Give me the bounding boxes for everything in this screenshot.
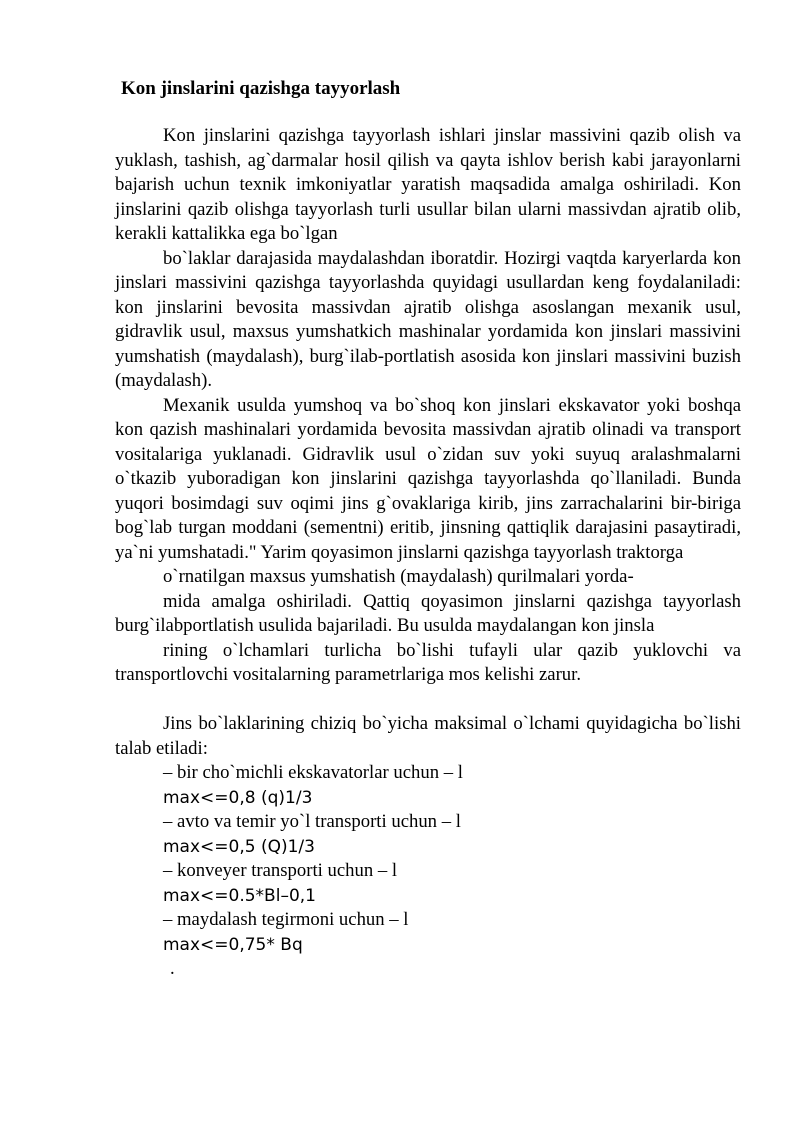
list-item-mill: – maydalash tegirmoni uchun – l	[163, 909, 409, 930]
list-item-auto-rail: – avto va temir yo`l transporti uchun – l	[163, 811, 461, 832]
paragraph-6: rining o`lchamlari turlicha bo`lishi tufayli ular qazib yuklovchi va transportlovchi vositalarning parametrlariga mos kelishi zarur.	[115, 639, 741, 685]
trailing-dot: .	[170, 958, 175, 979]
list-item-conveyor: – konveyer transporti uchun – l	[163, 860, 398, 881]
paragraph-spacer	[115, 688, 741, 713]
formula-conveyor: max<=0.5*Bl–0,1	[163, 885, 316, 906]
formula-excavator: max<=0,8 (q)1/3	[163, 787, 313, 808]
paragraph-5: mida amalga oshiriladi. Qattiq qoyasimon jinslarni qazishga tayyorlash burg`ilabportlatish usulida bajariladi. Bu usulda maydalangan kon jinsla	[115, 590, 741, 636]
paragraph-2: bo`laklar darajasida maydalashdan iboratdir. Hozirgi vaqtda karyerlarda kon jinslari massivini qazishga tayyorlashda quyidagi usullardan keng foydalaniladi: kon jinslarini bevosita massivdan ajratib olishga asoslangan mexanik usul, gidravlik usul, maxsus yumshatkich mashinalar yordamida kon jinslari massivini yumshatish (maydalash), burg`ilab-portlatish asosida kon jinslari massivini buzish (maydalash).	[115, 247, 741, 391]
paragraph-3: Mexanik usulda yumshoq va bo`shoq kon jinslari ekskavator yoki boshqa kon qazish mashinalari yordamida bevosita massivdan ajratib olinadi va transport vositalariga yuklanadi. Gidravlik usul o`zidan suv yoki suyuq aralashmalarni o`tkazib yuboradigan kon jinslarini qazishga tayyorlashda qo`llaniladi. Bunda yuqori bosimdagi suv oqimi jins g`ovaklariga kirib, jins zarrachalarini bir-biriga bog`lab turgan moddani (sementni) eritib, jinsning qattiqlik darajasini pasaytiradi, ya`ni yumshatadi." Yarim qoyasimon jinslarni qazishga tayyorlash traktorga	[115, 394, 741, 563]
page-title: Kon jinslarini qazishga tayyorlash	[121, 78, 401, 99]
formula-auto-rail: max<=0,5 (Q)1/3	[163, 836, 315, 857]
paragraph-1: Kon jinslarini qazishga tayyorlash ishlari jinslar massivini qazib olish va yuklash, tashish, ag`darmalar hosil qilish va qayta ishlov berish kabi jarayonlarni bajarish uchun texnik imkoniyatlar yaratish maqsadida amalga oshiriladi. Kon jinslarini qazib olishga tayyorlash turli usullar bilan ularni massivdan ajratib olib, kerakli kattalikka ega bo`lgan	[115, 125, 741, 244]
formula-mill: max<=0,75* Bq	[163, 934, 303, 955]
document-body	[115, 124, 741, 982]
paragraph-4: o`rnatilgan maxsus yumshatish (maydalash) qurilmalari yorda-	[163, 566, 634, 587]
list-item-excavator: – bir cho`michli ekskavatorlar uchun – l	[163, 762, 463, 783]
paragraph-7: Jins bo`laklarining chiziq bo`yicha maksimal o`lchami quyidagicha bo`lishi talab etiladi:	[115, 713, 741, 759]
